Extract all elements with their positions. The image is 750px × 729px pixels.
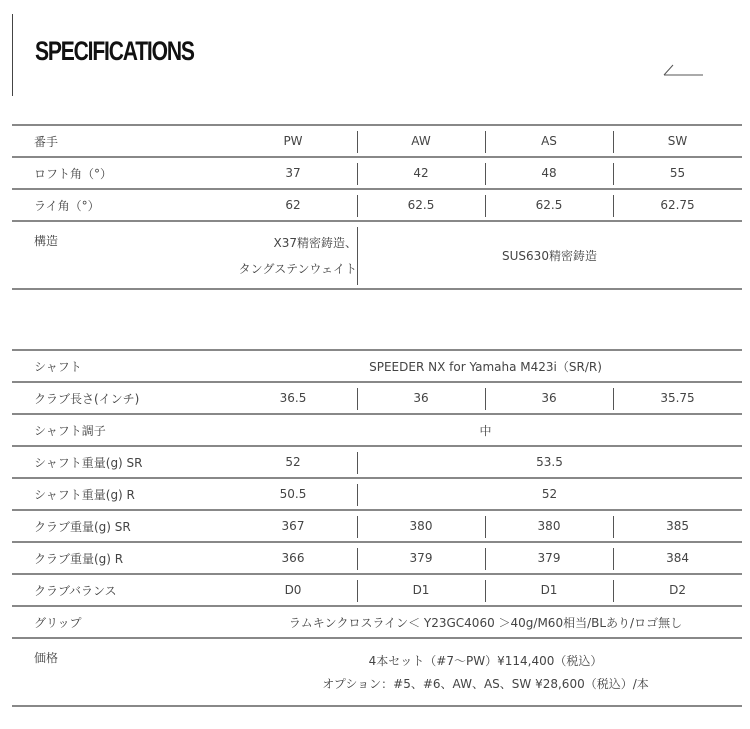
table-row bbox=[12, 446, 742, 478]
table-row bbox=[12, 157, 742, 189]
shaft-spec-table bbox=[12, 349, 742, 707]
decorative-vertical-rule bbox=[12, 14, 13, 96]
arrow-icon[interactable] bbox=[663, 64, 703, 76]
cell: SPEEDER NX for Yamaha M423i（SR/R) bbox=[229, 350, 742, 382]
table-row bbox=[12, 574, 742, 606]
table-row bbox=[12, 350, 742, 382]
row-label: シャフト重量(g) R bbox=[12, 478, 229, 510]
row-label: 番手 bbox=[12, 125, 229, 157]
row-label: グリップ bbox=[12, 606, 229, 638]
row-label: クラブバランス bbox=[12, 574, 229, 606]
table-row bbox=[12, 510, 742, 542]
row-label: クラブ長さ(インチ) bbox=[12, 382, 229, 414]
cell: ラムキンクロスライン＜ Y23GC4060 ＞40g/M60相当/BLあり/ロゴ無し bbox=[229, 606, 742, 638]
cell: 36 bbox=[485, 382, 613, 414]
cell: D1 bbox=[485, 574, 613, 606]
cell: 52 bbox=[357, 478, 742, 510]
cell: 37 bbox=[229, 157, 357, 189]
table-row bbox=[12, 478, 742, 510]
row-label: ロフト角（°） bbox=[12, 157, 229, 189]
cell: 50.5 bbox=[229, 478, 357, 510]
table-row bbox=[12, 125, 742, 157]
page-title: SPECIFICATIONS bbox=[35, 36, 194, 66]
row-label: クラブ重量(g) SR bbox=[12, 510, 229, 542]
row-label: シャフト調子 bbox=[12, 414, 229, 446]
cell: 52 bbox=[229, 446, 357, 478]
cell: 366 bbox=[229, 542, 357, 574]
cell: 62 bbox=[229, 189, 357, 221]
row-label: クラブ重量(g) R bbox=[12, 542, 229, 574]
cell bbox=[229, 638, 742, 706]
table-row bbox=[12, 414, 742, 446]
cell: 385 bbox=[613, 510, 742, 542]
head-spec-table bbox=[12, 124, 742, 290]
cell: 367 bbox=[229, 510, 357, 542]
cell: SW bbox=[613, 125, 742, 157]
cell: 35.75 bbox=[613, 382, 742, 414]
cell: 62.5 bbox=[485, 189, 613, 221]
table-row bbox=[12, 382, 742, 414]
cell: SUS630精密鋳造 bbox=[357, 221, 742, 289]
row-label: シャフト bbox=[12, 350, 229, 382]
cell: AS bbox=[485, 125, 613, 157]
cell: 384 bbox=[613, 542, 742, 574]
cell bbox=[229, 221, 357, 289]
price-set: 4本セット（#7〜PW）¥114,400（税込） bbox=[368, 654, 603, 668]
cell: 380 bbox=[357, 510, 485, 542]
cell: 379 bbox=[357, 542, 485, 574]
table-row bbox=[12, 221, 742, 289]
cell: 48 bbox=[485, 157, 613, 189]
cell: AW bbox=[357, 125, 485, 157]
cell: 36.5 bbox=[229, 382, 357, 414]
cell: D1 bbox=[357, 574, 485, 606]
cell: 379 bbox=[485, 542, 613, 574]
cell: 42 bbox=[357, 157, 485, 189]
cell: 62.75 bbox=[613, 189, 742, 221]
row-label: 価格 bbox=[12, 638, 229, 706]
table-row bbox=[12, 189, 742, 221]
cell: 中 bbox=[229, 414, 742, 446]
cell-line: X37精密鋳造、 bbox=[273, 236, 357, 250]
row-label: シャフト重量(g) SR bbox=[12, 446, 229, 478]
table-row bbox=[12, 606, 742, 638]
cell: PW bbox=[229, 125, 357, 157]
table-row bbox=[12, 638, 742, 706]
cell: 36 bbox=[357, 382, 485, 414]
row-label: 構造 bbox=[12, 221, 229, 289]
cell: 380 bbox=[485, 510, 613, 542]
cell-line: タングステンウェイト bbox=[238, 262, 357, 276]
cell: 53.5 bbox=[357, 446, 742, 478]
cell: D2 bbox=[613, 574, 742, 606]
cell: D0 bbox=[229, 574, 357, 606]
row-label: ライ角（°） bbox=[12, 189, 229, 221]
price-option: オプション：#5、#6、AW、AS、SW ¥28,600（税込）/本 bbox=[322, 677, 649, 691]
cell: 62.5 bbox=[357, 189, 485, 221]
cell: 55 bbox=[613, 157, 742, 189]
table-row bbox=[12, 542, 742, 574]
